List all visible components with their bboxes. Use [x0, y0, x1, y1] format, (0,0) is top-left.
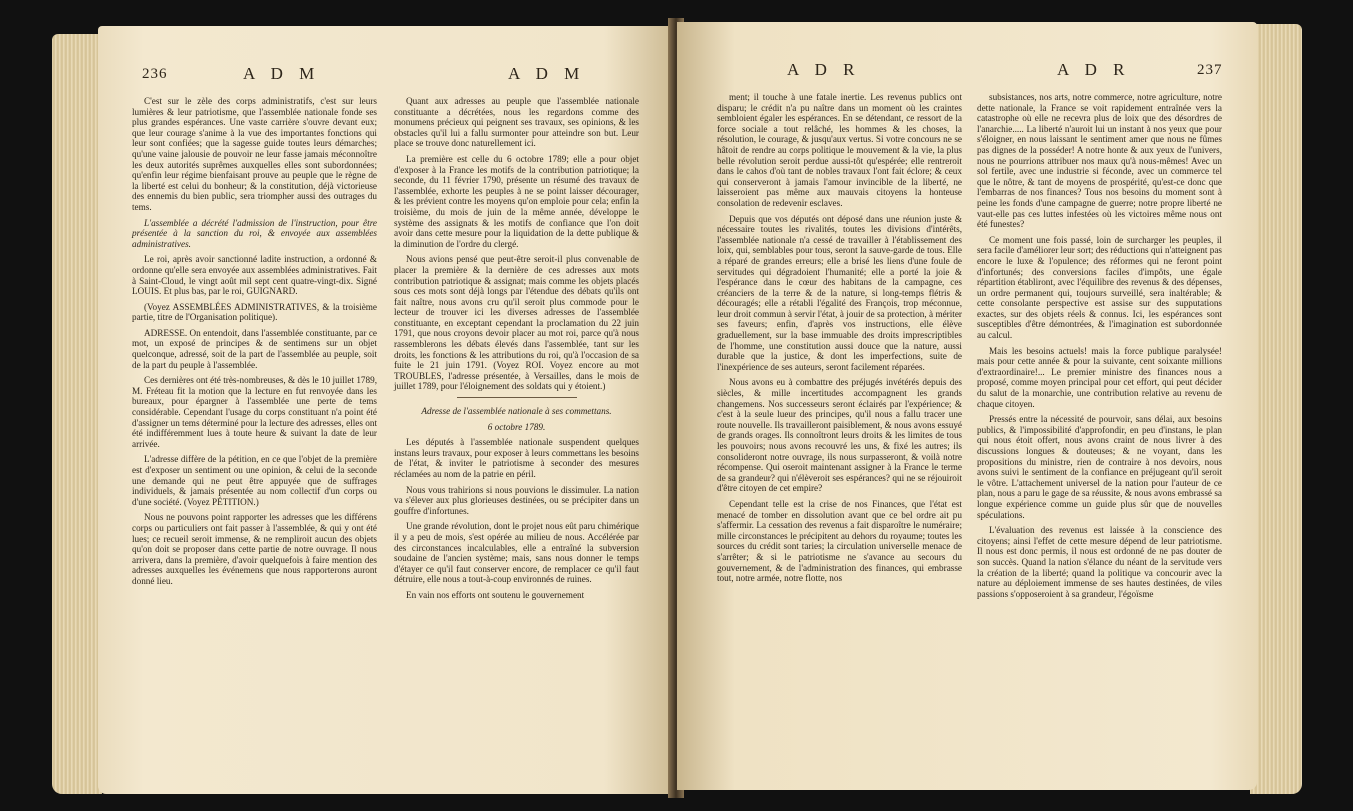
text-column — [977, 92, 1222, 604]
left-page — [98, 26, 673, 794]
paragraph: Les députés à l'assemblée nationale suspendent quelques instans leurs travaux, pour exposer à leurs commettans les besoins de l'état, & inviter le patriotisme à seconder des mesures réclamées au nom de la patrie en péril. — [394, 437, 639, 479]
paragraph: Nous ne pouvons point rapporter les adresses que les différens corps ou particuliers ont fait passer à l'assemblée, & qui y ont été lues; ce recueil seroit immense, & ne rempliroit aucun des objets qu'on doit se proposer dans cette partie de notre ouvrage. Il nous arrivera, dans la première, d'avoir quelquefois à faire mention des adresses auxquelles les événemens que nous rapporterons auront donné lieu. — [132, 512, 377, 586]
page-number: 237 — [1197, 62, 1223, 78]
paragraph: ment; il touche à une fatale inertie. Les revenus publics ont disparu; le crédit n'a pu naître dans un moment où les craintes sembloient égaler les espérances. En se détendant, ce ressort de la force sociale a tout relâché, les hommes & les choses, la résolution, le courage, & jusqu'aux vertus. Si votre concours ne se hâtoit de rendre au corps politique le mouvement & la vie, la plus belle révolution seroit perdue aussi-tôt qu'espérée; elle rentreroit dans le cahos d'où tant de nobles travaux l'ont fait éclore; & ceux qui conserveront à jamais l'amour invincible de la liberté, ne laisseroient pas même aux mauvais citoyens la honteuse consolation de redevenir esclaves. — [717, 92, 962, 208]
headword: A D R — [787, 60, 861, 79]
right-page-header — [677, 60, 1257, 90]
left-page-edges — [52, 34, 102, 794]
paragraph: L'évaluation des revenus est laissée à la conscience des citoyens; ainsi l'effet de cette mesure dépend de leur patriotisme. Il nous est donc permis, il nous est ordonné de ne pas douter de son succès. Quand la nation s'élance du néant de la servitude vers la création de la liberté; quand la politique va concourir avec la nature au déploiement immense de ses hautes destinées, de viles passions s'opposeroient à sa grandeur, l'égoïsme — [977, 525, 1222, 599]
text-column — [717, 92, 962, 589]
section-date: 6 octobre 1789. — [487, 421, 546, 432]
paragraph: Ce moment une fois passé, loin de surcharger les peuples, il sera facile d'améliorer leur sort; des réductions qui n'atteignent pas encore le luxe & l'opulence; des réformes qui ne feront point d'infortunés; des conversions faciles d'impôts, une égale répartition établiront, avec l'équilibre des revenus & des dépenses, un ordre permanent qui, toujours surveillé, sera inaltérable; & cette consolante perspective est assise sur des supputations exactes, sur des objets réels & connus. Ici, les espérances sont susceptibles d'être démontrées, & l'imagination est subordonnée au calcul. — [977, 234, 1222, 341]
section-title: Adresse de l'assemblée nationale à ses commettans. — [421, 406, 612, 417]
paragraph: Ces dernières ont été très-nombreuses, & dès le 10 juillet 1789, M. Fréteau fit la motion que la lecture en fut renvoyée dans les bureaux, pour épargner à l'assemblée une perte de tems considérable. Cependant l'usage du corps constituant n'a point été d'assigner un tems déterminé pour la lecture des adresses, elles ont été indifféremment lues à toute heure & suivant la date de leur arrivée. — [132, 375, 377, 449]
right-page — [677, 22, 1257, 790]
text-column — [394, 96, 639, 606]
text-column — [132, 96, 377, 592]
paragraph: ADRESSE. On entendoit, dans l'assemblée constituante, par ce mot, un exposé de principes & de sentimens sur un objet quelconque, adressé, soit de la part de l'assemblée au peuple, soit de la part du peuple à l'assemblée. — [132, 327, 377, 370]
paragraph: Mais les besoins actuels! mais la force publique paralysée! mais pour cette année & pour la suivante, cent soixante millions d'extraordinaire!... Le premier ministre des finances nous a proposé, comme moyen principal pour cet effort, qui peut décider du salut de la monarchie, une contribution relative au revenu de chaque citoyen. — [977, 345, 1222, 409]
left-page-header — [98, 64, 673, 94]
paragraph: En vain nos efforts ont soutenu le gouvernement — [406, 589, 585, 600]
paragraph: Nous avons eu à combattre des préjugés invétérés depuis des siècles, & mille incertitudes accompagnent les grands changemens. Nos successeurs seront éclairés par l'expérience; & c'est à la seule lueur des principes, qu'il nous a fallu tracer une route nouvelle. Ils travailleront paisiblement, & nous avons essuyé de grands orages. Ils connoîtront leurs droits & les limites de tous les pouvoirs; nous avons recouvré les uns, & fixé les autres; ils consolideront notre ouvrage, ils nous surpasseront, & voilà notre récompense. Qui oseroit maintenant assigner à la France le terme de sa grandeur? qui n'élèveroit ses espérances? qui ne se réjouiroit d'être citoyen de cet empire? — [717, 377, 962, 494]
paragraph: La première est celle du 6 octobre 1789; elle a pour objet d'exposer à la France les motifs de la contribution patriotique; la seconde, du 11 février 1790, présente un résumé des travaux de l'assemblée, exhorte les peuples à ne se point laisser décourager, & les prévient contre les moyens qu'on emploie pour cela; enfin la troisième, du mois de juin de la même année, développe le système des assignats & les motifs de confiance que l'on doit avoir dans cette mesure pour la liquidation de la dette publique & la diminution de l'ordre du clergé. — [394, 153, 639, 249]
paragraph: L'assemblée a décrété l'admission de l'instruction, pour être présentée à la sanction du roi, & envoyée aux assemblées administratives. — [132, 217, 377, 249]
open-book — [52, 6, 1302, 804]
paragraph: (Voyez ASSEMBLÉES ADMINISTRATIVES, & la troisième partie, titre de l'Organisation politique). — [132, 301, 377, 323]
divider — [457, 397, 577, 398]
paragraph: Nous avions pensé que peut-être seroit-il plus convenable de placer la première & la dernière de ces adresses aux mots contribution patriotique & assignat; mais comme les objets placés sous ces mots sont déjà longs par l'étendue des débats qu'ils ont fait naître, nous avons cru qu'il seroit plus commode pour le lecteur de trouver ici les diverses adresses de l'assemblée constituante, en exceptant cependant la proclamation du 22 juin 1791, que nous croyons devoir placer au mot roi, parce qu'à nous rassemblerons les débats élevés dans l'assemblée, tant sur les droits, les fonctions & les attributions du roi, qu'à l'occasion de sa fuite le 21 juin 1791. (Voyez ROI. Voyez encore au mot TROUBLES, l'adresse présentée, à Versailles, dans le mois de juillet 1789, pour l'éloignement des soldats qui y étoient.) — [394, 254, 639, 392]
paragraph: C'est sur le zèle des corps administratifs, c'est sur leurs lumières & leur patriotisme, que l'assemblée nationale fonde ses plus grandes espérances. Une vaste carrière s'ouvre devant eux; que leur courage s'anime à la vue des importantes fonctions qui leur sont confiées; que la sagesse guide toutes leurs démarches; qu'une vaine jalousie de pouvoir ne leur fasse jamais méconnoître les deux autorités suprêmes auxquelles elles sont subordonnées; qu'enfin leur régime bienfaisant prouve au peuple que le règne de la liberté est celui du bonheur; & la constitution, déjà victorieuse des ennemis du bien public, sera triompher aussi des outrages du tems. — [132, 96, 377, 212]
page-number: 236 — [142, 66, 168, 82]
paragraph: Une grande révolution, dont le projet nous eût paru chimérique il y a peu de mois, s'est opérée au milieu de nous. Accélérée par des circonstances incalculables, elle a entraîné la subversion soudaine de l'ancien système; mais, sans nous donner le temps d'étayer ce qu'il faut conserver encore, de remplacer ce qu'il faut détruire, elle nous a tout-à-coup environnés de ruines. — [394, 521, 639, 585]
headword: A D M — [508, 64, 586, 83]
paragraph: L'adresse diffère de la pétition, en ce que l'objet de la première est d'exposer un sentiment ou une opinion, & celui de la seconde une demande qui ne peut être appuyée que de suffrages individuels, & jamais présentée au nom collectif d'un corps ou d'une société. (Voyez PÉTITION.) — [132, 454, 377, 507]
paragraph: subsistances, nos arts, notre commerce, notre agriculture, notre dette nationale, la France se voit rapidement entraînée vers la catastrophe où elle ne recevra plus de loix que des désordres de l'anarchie..... La liberté n'auroit lui un instant à nos yeux que pour s'éloigner, en nous laissant le sentiment amer que nous ne fûmes pas dignes de la posséder! A notre honte & aux yeux de l'univers, nous ne pourrions attribuer nos maux qu'à nous-mêmes! Avec un sol fertile, avec une industrie si féconde, avec un commerce tel que le nôtre, & tant de moyens de prospérité, qu'est-ce donc que l'embarras de nos finances? Tous nos besoins du moment sont à peine les fonds d'une campagne de guerre; notre propre liberté ne vaut-elle pas ces luttes infestées où les victoires même nous ont été funestes? — [977, 92, 1222, 230]
headword: A D M — [243, 64, 321, 83]
paragraph: Pressés entre la nécessité de pourvoir, sans délai, aux besoins publics, & l'impossibilité d'approfondir, en peu d'instans, le plan qui nous étoit offert, nous avons craint de nous livrer à des discussions longues & douteuses; & ne voyant, dans les propositions du ministre, rien de contraire à nos devoirs, nous avons suivi le sentiment de la confiance en préjugeant qu'il seroit le vôtre. L'attachement universel de la nation pour l'auteur de ce plan, nous a paru le gage de sa réussite, & nous avons embrassé sa longue expérience comme un guide plus sûr que de nouvelles spéculations. — [977, 414, 1222, 520]
headword: A D R — [1057, 60, 1131, 79]
paragraph: Quant aux adresses au peuple que l'assemblée nationale constituante a décrétées, nous les regardons comme des monumens précieux qui peignent ses travaux, ses opinions, & les obstacles qu'il lui a fallu surmonter pour atteindre son but. Leur place se trouve donc naturellement ici. — [394, 96, 639, 149]
right-page-edges — [1250, 24, 1302, 794]
paragraph: Depuis que vos députés ont déposé dans une réunion juste & nécessaire toutes les rivalités, toutes les divisions d'intérêts, l'assemblée nationale n'a cessé de travailler à l'établissement des loix, qui, semblables pour tous, seront la sauve-garde de tous. Elle a réparé de grandes erreurs; elle a brisé les liens d'une foule de servitudes qui dégradoient l'humanité; elle a porté la joie & l'espérance dans le cœur des habitans de la campagne, ces créanciers de la terre & de la nature, si long-temps flétris & découragés; elle a rétabli l'égalité des François, trop méconnue, leur droit commun à servir l'état, à jouir de sa protection, à mériter ses faveurs; enfin, d'après vos instructions, elle élève graduellement, sur la base immuable des droits imprescriptibles de l'homme, une constitution aussi douce que la nature, aussi durable que la justice, & dont les imperfections, suite de l'inexpérience de ses auteurs, seront facilement réparées. — [717, 213, 962, 372]
paragraph: Nous vous trahirions si nous pouvions le dissimuler. La nation va s'élever aux plus glorieuses destinées, ou se précipiter dans un gouffre d'infortunes. — [394, 484, 639, 516]
paragraph: Le roi, après avoir sanctionné ladite instruction, a ordonné & ordonne qu'elle sera envoyée aux assemblées administratives. Fait à Saint-Cloud, le vingt août mil sept cent quatre-vingt-dix. Signé LOUIS. Et plus bas, par le roi, GUIGNARD. — [132, 254, 377, 297]
paragraph: Cependant telle est la crise de nos Finances, que l'état est menacé de tomber en dissolution avant que ce bel ordre ait pu s'affermir. La cessation des revenus a fait disparoître le numéraire; mille circonstances le précipitent au dehors du royaume; toutes les sources du crédit sont taries; la circulation universelle menace de s'arrêter; & si le patriotisme ne s'avance au secours du gouvernement, & de l'administration des finances, qui embrasse tout, notre armée, notre flotte, nos — [717, 498, 962, 584]
